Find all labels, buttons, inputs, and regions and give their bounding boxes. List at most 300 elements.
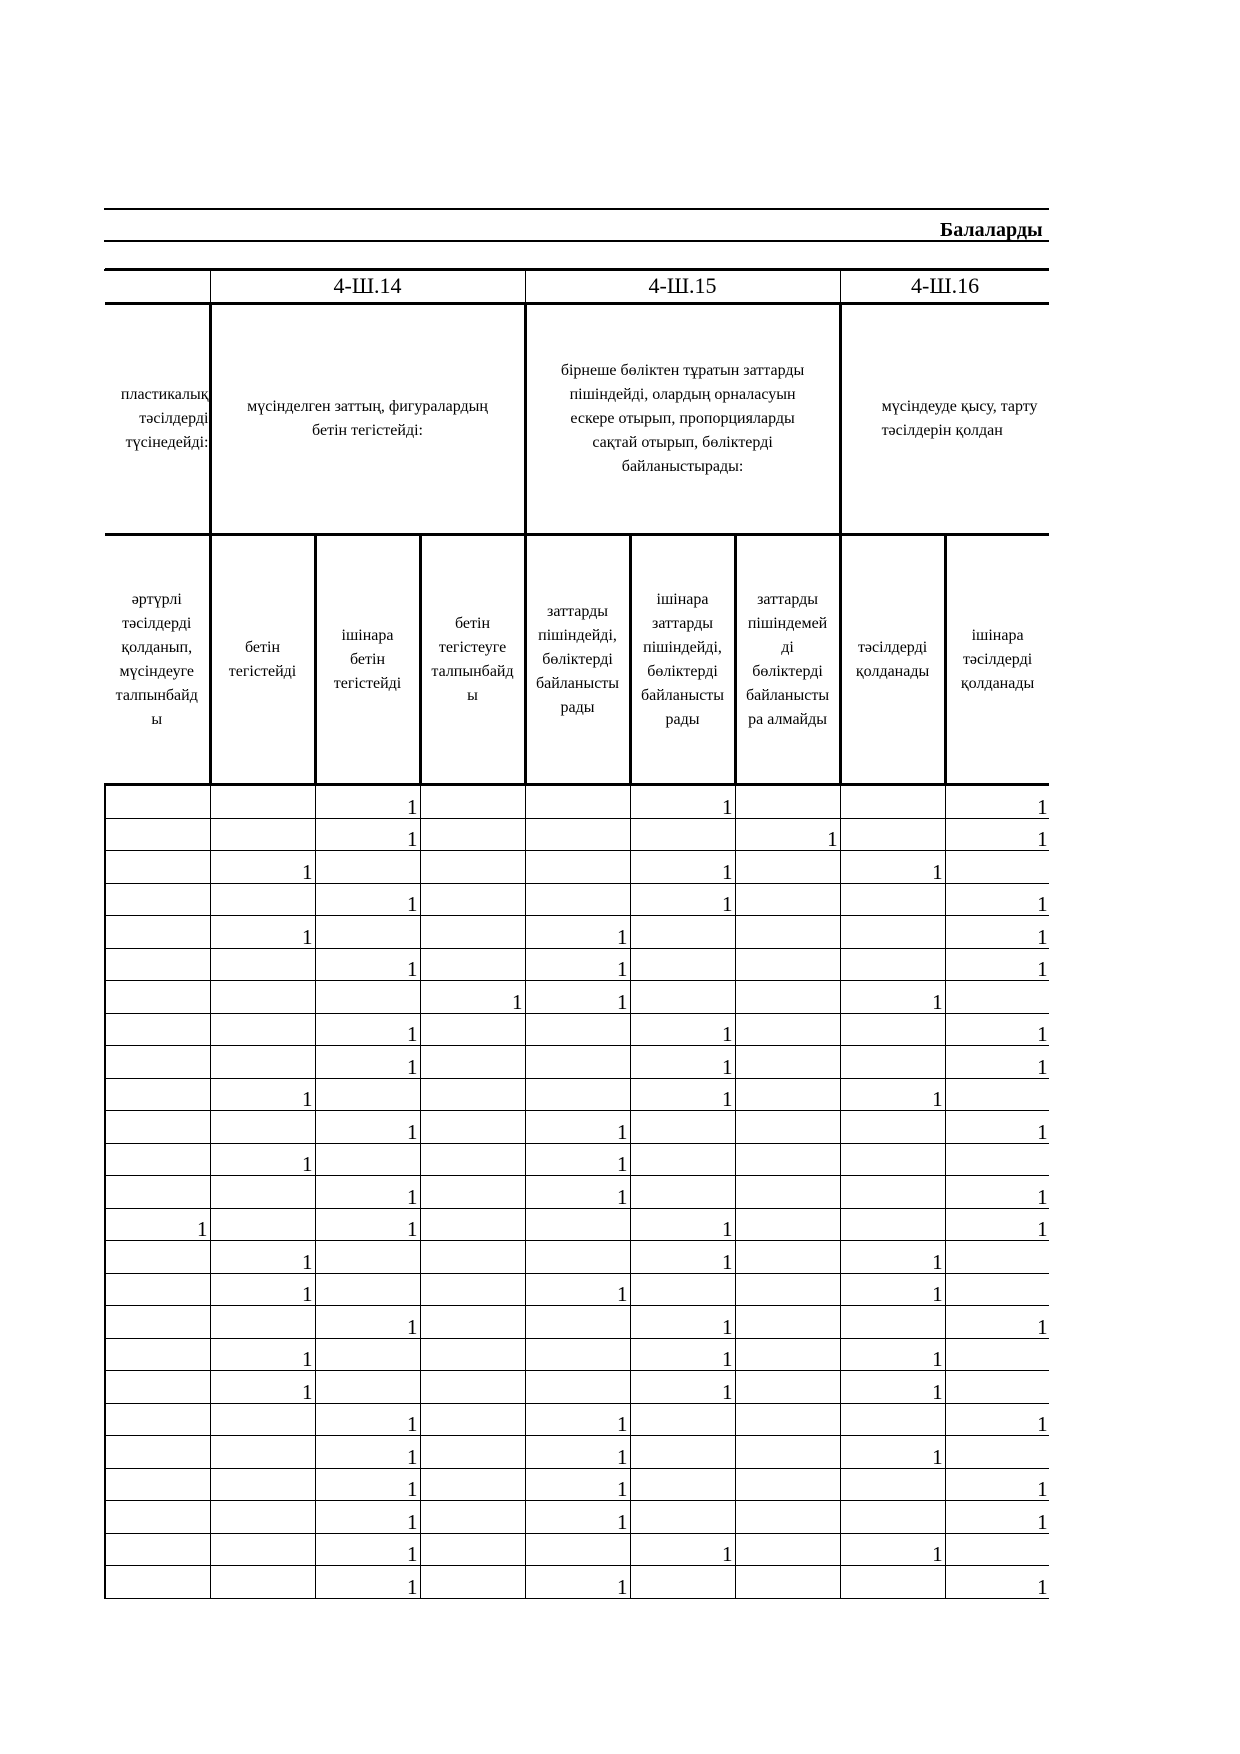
table-cell[interactable] [315,1078,420,1111]
table-cell[interactable]: 1 [210,1078,315,1111]
table-cell[interactable] [105,1176,210,1209]
text-line: тегістеуге [438,638,507,656]
table-cell[interactable]: 1 [945,1468,1049,1501]
table-cell[interactable]: 1 [945,785,1049,819]
table-cell[interactable]: 1 [630,1013,735,1046]
table-cell[interactable]: 1 [945,1566,1049,1599]
table-cell[interactable] [840,1566,945,1599]
table-cell[interactable]: 1 [525,1111,630,1144]
table-cell[interactable] [105,1273,210,1306]
table-cell[interactable]: 1 [315,1306,420,1339]
table-cell[interactable] [420,1533,525,1566]
table-cell[interactable] [105,1078,210,1111]
table-cell[interactable]: 1 [840,1371,945,1404]
table-cell[interactable]: 1 [945,1111,1049,1144]
table-cell[interactable] [420,1013,525,1046]
table-cell[interactable] [105,1533,210,1566]
table-row [105,785,1049,819]
table-row [105,1436,1049,1469]
table-cell[interactable]: 1 [630,1208,735,1241]
table-cell[interactable]: 1 [315,1403,420,1436]
subheader-cell [210,535,315,785]
text-line: ішінара [971,626,1024,644]
table-cell[interactable] [105,916,210,949]
text-line: бөліктерді [752,662,823,680]
table-cell[interactable] [420,1306,525,1339]
table-cell[interactable]: 1 [945,1046,1049,1079]
text-line: заттарды [547,602,609,620]
description-cell [840,304,1049,535]
table-row [105,948,1049,981]
table-cell[interactable] [105,785,210,819]
table-cell[interactable]: 1 [840,1273,945,1306]
table-cell[interactable] [420,1501,525,1534]
table-cell[interactable] [210,1501,315,1534]
table-cell[interactable] [210,883,315,916]
table-cell[interactable] [420,916,525,949]
table-cell[interactable]: 1 [525,1273,630,1306]
text-line: пішіндемей [747,614,828,632]
table-cell[interactable] [525,1208,630,1241]
table-cell[interactable]: 1 [525,1468,630,1501]
text-line: ы [151,710,163,728]
table-cell[interactable] [525,1013,630,1046]
table-cell[interactable]: 1 [105,1208,210,1241]
table-cell[interactable] [105,1566,210,1599]
table-cell[interactable] [210,1403,315,1436]
subheader-row [105,535,1049,785]
table-cell[interactable] [735,1566,840,1599]
table-cell[interactable] [735,1241,840,1274]
subheader-cell [315,535,420,785]
table-cell[interactable] [735,1371,840,1404]
table-cell[interactable] [420,1111,525,1144]
table-cell[interactable] [735,981,840,1014]
table-cell[interactable]: 1 [945,916,1049,949]
table-cell[interactable] [105,1046,210,1079]
table-row [105,1501,1049,1534]
table-cell[interactable] [735,1273,840,1306]
table-cell[interactable] [735,1468,840,1501]
table-cell[interactable] [210,1013,315,1046]
table-row [105,1533,1049,1566]
table-cell[interactable]: 1 [315,1436,420,1469]
table-cell[interactable] [735,1078,840,1111]
text-line: пішіндейді, [538,626,617,644]
table-cell[interactable] [735,1013,840,1046]
table-cell[interactable] [420,1273,525,1306]
table-cell[interactable] [735,916,840,949]
table-cell[interactable]: 1 [210,851,315,884]
table-cell[interactable]: 1 [945,1306,1049,1339]
table-cell[interactable] [945,851,1049,884]
text-line: ішінара [341,626,394,644]
text-line: ескере отырып, пропорцияларды [570,410,795,427]
table-cell[interactable] [525,1046,630,1079]
table-cell[interactable] [315,1371,420,1404]
table-cell[interactable] [840,1403,945,1436]
table-cell[interactable] [210,1468,315,1501]
table-cell[interactable]: 1 [945,1208,1049,1241]
table-cell[interactable] [945,1436,1049,1469]
table-cell[interactable]: 1 [315,1176,420,1209]
table-cell[interactable] [840,785,945,819]
table-cell[interactable] [210,1566,315,1599]
table-cell[interactable] [735,1143,840,1176]
table-cell[interactable] [420,851,525,884]
table-cell[interactable] [840,883,945,916]
table-cell[interactable]: 1 [630,1078,735,1111]
table-cell[interactable] [945,1533,1049,1566]
table-cell[interactable] [630,1468,735,1501]
table-cell[interactable]: 1 [630,851,735,884]
table-cell[interactable] [630,1273,735,1306]
table-cell[interactable]: 1 [945,948,1049,981]
table-cell[interactable] [840,916,945,949]
table-cell[interactable]: 1 [525,948,630,981]
subheader-cell [525,535,630,785]
text-line: тегістейді [228,662,297,680]
table-cell[interactable] [735,883,840,916]
table-row [105,1403,1049,1436]
table-cell[interactable] [735,1208,840,1241]
text-line: байланысты [641,686,725,704]
table-cell[interactable] [210,818,315,851]
table-cell[interactable] [630,1176,735,1209]
text-line: бетін [349,650,386,668]
table-cell[interactable] [420,1078,525,1111]
table-cell[interactable] [105,981,210,1014]
table-cell[interactable] [525,1338,630,1371]
table-cell[interactable]: 1 [945,1013,1049,1046]
text-line: пластикалық [120,386,209,403]
text-line: мүсінделген заттың, фигуралардың [247,398,488,415]
table-cell[interactable] [315,1338,420,1371]
table-cell[interactable]: 1 [315,1501,420,1534]
table-cell[interactable] [315,1241,420,1274]
table-row [105,883,1049,916]
code-cell-empty [105,269,210,304]
table-cell[interactable]: 1 [945,1176,1049,1209]
table-cell[interactable] [735,1403,840,1436]
table-cell[interactable] [735,1046,840,1079]
table-cell[interactable] [525,1306,630,1339]
table-cell[interactable]: 1 [315,1111,420,1144]
table-row [105,1046,1049,1079]
table-cell[interactable]: 1 [525,1501,630,1534]
table-cell[interactable] [735,1501,840,1534]
table-cell[interactable]: 1 [315,948,420,981]
table-row [105,818,1049,851]
table-cell[interactable] [315,1143,420,1176]
table-cell[interactable] [210,1436,315,1469]
top-rule-1 [104,208,1049,210]
table-cell[interactable] [420,1566,525,1599]
table-cell[interactable] [420,948,525,981]
table-cell[interactable] [210,1111,315,1144]
table-cell[interactable] [420,1436,525,1469]
table-cell[interactable] [630,916,735,949]
table-cell[interactable] [525,785,630,819]
table-cell[interactable]: 1 [630,785,735,819]
table-cell[interactable]: 1 [315,818,420,851]
table-cell[interactable]: 1 [840,981,945,1014]
table-cell[interactable] [945,1273,1049,1306]
table-cell[interactable] [525,1371,630,1404]
table-cell[interactable] [105,1306,210,1339]
table-row [105,1176,1049,1209]
text-line: мүсіндеуде қысу, тарту [881,398,1038,415]
text-line: рады [665,710,700,728]
table-cell[interactable] [420,1176,525,1209]
subheader-cell [630,535,735,785]
table-cell[interactable] [840,818,945,851]
text-line: пішіндейді, [643,638,722,656]
table-cell[interactable]: 1 [735,818,840,851]
table-row [105,1111,1049,1144]
table-cell[interactable] [735,1533,840,1566]
table-cell[interactable] [420,1338,525,1371]
table-viewport [104,268,1049,1628]
table-cell[interactable]: 1 [210,1371,315,1404]
text-line: бөліктерді [542,650,613,668]
table-cell[interactable]: 1 [315,1566,420,1599]
top-rule-2 [104,240,1049,242]
text-line: байланысты [536,674,620,692]
text-line: тегістейді [333,674,402,692]
table-cell[interactable] [105,1338,210,1371]
table-cell[interactable] [105,1468,210,1501]
table-cell[interactable]: 1 [315,883,420,916]
table-cell[interactable]: 1 [525,1143,630,1176]
description-cell [525,304,840,535]
table-cell[interactable]: 1 [525,1176,630,1209]
table-cell[interactable] [315,981,420,1014]
text-line: ы [467,686,478,704]
table-cell[interactable] [840,1468,945,1501]
table-cell[interactable] [420,1046,525,1079]
table-cell[interactable] [525,1241,630,1274]
table-row [105,1468,1049,1501]
table-cell[interactable] [420,785,525,819]
table-cell[interactable]: 1 [525,1403,630,1436]
table-cell[interactable] [525,1078,630,1111]
table-cell[interactable]: 1 [840,1241,945,1274]
table-cell[interactable] [105,1371,210,1404]
table-cell[interactable] [945,1338,1049,1371]
table-cell[interactable]: 1 [630,1338,735,1371]
table-row [105,1273,1049,1306]
table-cell[interactable] [420,1143,525,1176]
table-cell[interactable] [735,785,840,819]
table-row [105,1566,1049,1599]
table-row [105,981,1049,1014]
table-cell[interactable] [210,981,315,1014]
text-line: бетін тегістейді: [312,422,423,439]
table-cell[interactable] [420,818,525,851]
table-cell[interactable]: 1 [945,1501,1049,1534]
table-cell[interactable] [840,1176,945,1209]
table-cell[interactable]: 1 [630,1241,735,1274]
text-line: ра алмайды [748,710,827,728]
table-cell[interactable] [840,1143,945,1176]
table-cell[interactable]: 1 [630,1306,735,1339]
table-cell[interactable]: 1 [210,1273,315,1306]
table-cell[interactable] [315,1273,420,1306]
table-cell[interactable] [945,1371,1049,1404]
table-cell[interactable] [105,1403,210,1436]
text-line: түсінедейді: [125,434,209,451]
table-cell[interactable] [420,1403,525,1436]
table-cell[interactable]: 1 [210,916,315,949]
table-cell[interactable]: 1 [525,981,630,1014]
table-cell[interactable] [210,1176,315,1209]
table-cell[interactable] [630,948,735,981]
table-cell[interactable] [735,851,840,884]
table-cell[interactable] [735,1306,840,1339]
table-cell[interactable] [315,851,420,884]
table-cell[interactable] [840,1501,945,1534]
table-cell[interactable] [840,948,945,981]
subheader-cell [735,535,840,785]
table-cell[interactable] [210,1208,315,1241]
text-line: мүсіндеуге [119,662,195,680]
table-cell[interactable]: 1 [315,1533,420,1566]
table-cell[interactable]: 1 [840,1338,945,1371]
text-line: қолданып, [121,638,193,656]
table-cell[interactable]: 1 [630,1533,735,1566]
table-cell[interactable] [630,1566,735,1599]
table-cell[interactable] [420,1241,525,1274]
table-cell[interactable] [105,1111,210,1144]
table-cell[interactable] [525,883,630,916]
table-cell[interactable]: 1 [315,1208,420,1241]
table-cell[interactable]: 1 [525,1436,630,1469]
table-cell[interactable] [735,1111,840,1144]
description-cell [105,304,210,535]
table-cell[interactable]: 1 [315,1046,420,1079]
table-cell[interactable]: 1 [525,916,630,949]
table-cell[interactable] [630,818,735,851]
table-cell[interactable] [210,948,315,981]
table-cell[interactable]: 1 [840,1078,945,1111]
table-cell[interactable]: 1 [945,883,1049,916]
table-row [105,1306,1049,1339]
table-cell[interactable] [105,1436,210,1469]
table-cell[interactable]: 1 [945,818,1049,851]
table-cell[interactable] [315,916,420,949]
table-cell[interactable] [735,1176,840,1209]
subheader-cell [840,535,945,785]
table-cell[interactable] [105,818,210,851]
table-cell[interactable]: 1 [525,1566,630,1599]
table-cell[interactable] [840,1208,945,1241]
table-cell[interactable]: 1 [210,1241,315,1274]
table-cell[interactable] [630,981,735,1014]
text-line: тәсілдерін қолдан [881,422,1003,439]
table-cell[interactable] [735,948,840,981]
table-cell[interactable]: 1 [945,1403,1049,1436]
table-cell[interactable]: 1 [315,1013,420,1046]
table-cell[interactable] [420,883,525,916]
table-row [105,1371,1049,1404]
table-cell[interactable] [945,1078,1049,1111]
table-cell[interactable] [945,981,1049,1014]
table-cell[interactable] [840,1013,945,1046]
table-cell[interactable] [105,851,210,884]
table-cell[interactable] [525,818,630,851]
table-cell[interactable] [840,1046,945,1079]
table-cell[interactable]: 1 [840,851,945,884]
table-cell[interactable]: 1 [630,1371,735,1404]
table-cell[interactable]: 1 [210,1143,315,1176]
table-cell[interactable] [210,785,315,819]
text-line: талпынбайд [431,662,514,680]
text-line: байланысты [746,686,830,704]
table-cell[interactable]: 1 [315,785,420,819]
subheader-cell [945,535,1049,785]
table-row [105,1338,1049,1371]
table-cell[interactable] [735,1338,840,1371]
table-cell[interactable]: 1 [630,1046,735,1079]
table-cell[interactable] [105,1143,210,1176]
table-cell[interactable] [630,1501,735,1534]
table-row [105,1241,1049,1274]
table-cell[interactable] [105,1013,210,1046]
text-line: бірнеше бөліктен тұратын заттарды [560,362,805,379]
table-cell[interactable] [945,1241,1049,1274]
table-cell[interactable] [210,1533,315,1566]
table-cell[interactable] [630,1143,735,1176]
table-cell[interactable]: 1 [840,1533,945,1566]
text-line: тәсілдерді [962,650,1033,668]
table-cell[interactable] [105,883,210,916]
table-cell[interactable]: 1 [315,1468,420,1501]
table-cell[interactable] [210,1046,315,1079]
text-line: байланыстырады: [621,458,744,475]
table-cell[interactable] [105,1501,210,1534]
text-line: тәсілдерді [122,614,192,632]
table-cell[interactable] [840,1111,945,1144]
table-row [105,1143,1049,1176]
text-line: бетін [455,614,491,632]
table-cell[interactable] [945,1143,1049,1176]
table-cell[interactable]: 1 [420,981,525,1014]
table-cell[interactable] [630,1403,735,1436]
table-cell[interactable]: 1 [210,1338,315,1371]
table-cell[interactable] [840,1306,945,1339]
table-cell[interactable] [105,1241,210,1274]
text-line: талпынбайд [115,686,198,704]
table-cell[interactable] [735,1436,840,1469]
table-cell[interactable]: 1 [630,883,735,916]
code-cell: 4-Ш.16 [840,269,1049,304]
table-cell[interactable] [105,948,210,981]
table-cell[interactable]: 1 [840,1436,945,1469]
table-cell[interactable] [420,1208,525,1241]
table-cell[interactable] [420,1468,525,1501]
table-row [105,1078,1049,1111]
code-row [105,269,1049,304]
table-row [105,1208,1049,1241]
table-cell[interactable] [525,1533,630,1566]
table-cell[interactable] [525,851,630,884]
table-cell[interactable] [210,1306,315,1339]
text-line: тәсілдерді [857,638,928,656]
table-cell[interactable] [630,1436,735,1469]
table-cell[interactable] [420,1371,525,1404]
table-cell[interactable] [630,1111,735,1144]
